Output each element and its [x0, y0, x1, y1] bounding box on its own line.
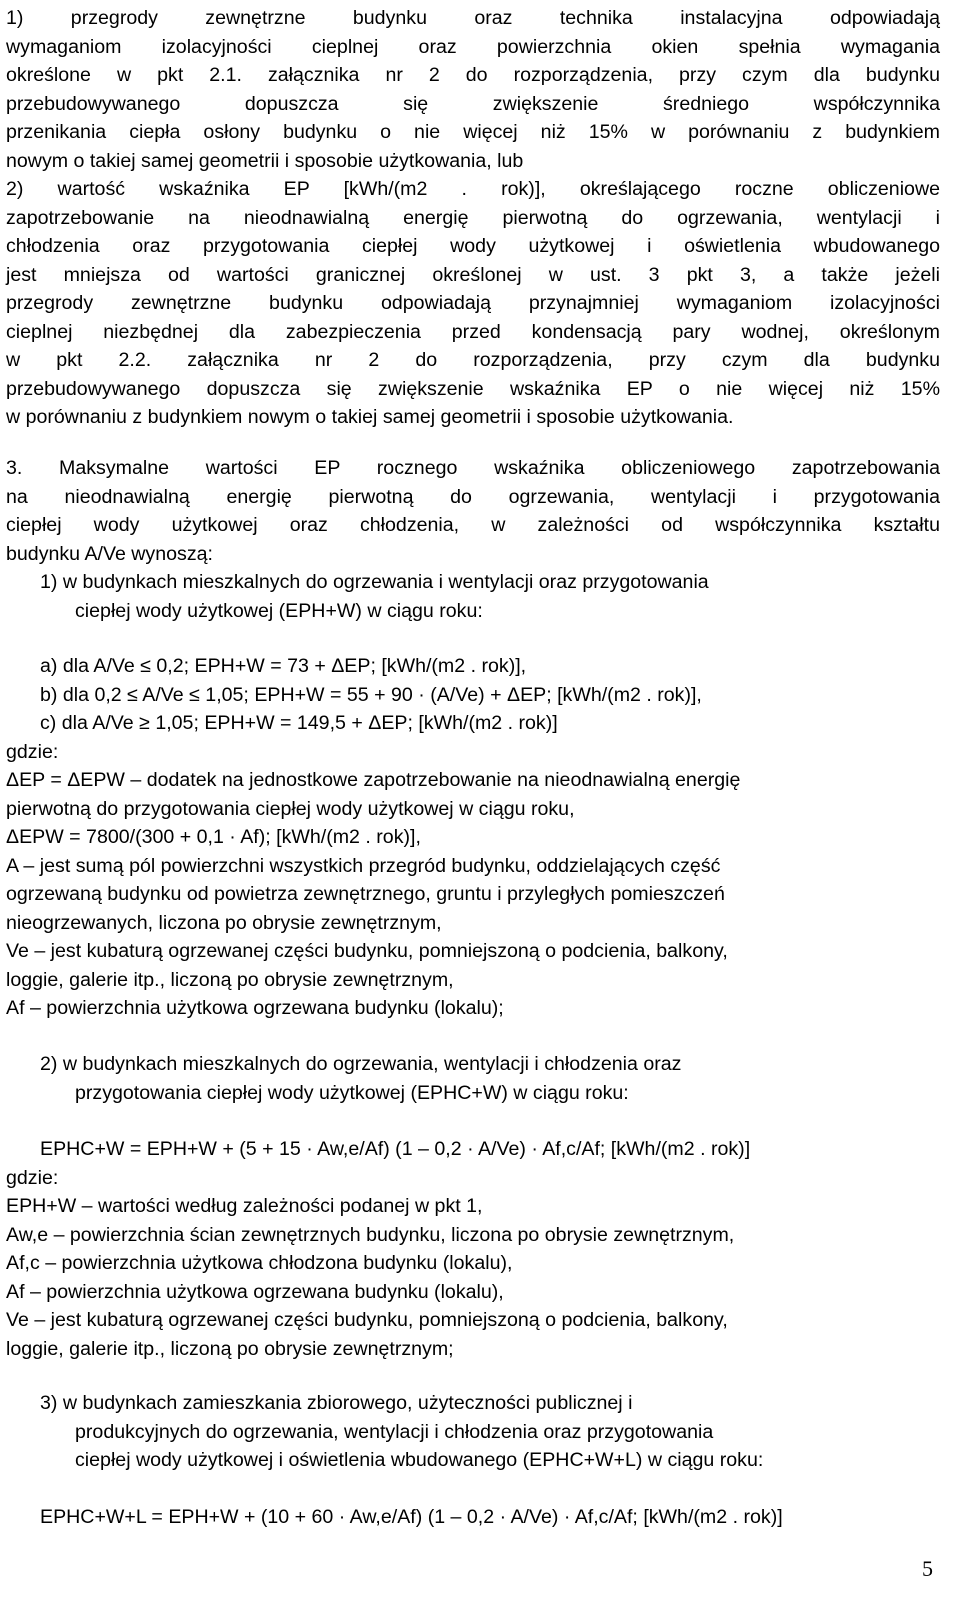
text-line: określone w pkt 2.1. załącznika nr 2 do rozporządzenia, przy czym dla budynku: [6, 64, 940, 86]
text-line: 1) przegrody zewnętrzne budynku oraz technika instalacyjna odpowiadają: [6, 7, 940, 29]
page-number: 5: [922, 1556, 933, 1581]
text-line: zapotrzebowanie na nieodnawialną energię pierwotną do ogrzewania, wentylacji i: [6, 207, 940, 229]
text-line: przenikania ciepła osłony budynku o nie więcej niż 15% w porównaniu z budynkiem: [6, 121, 940, 143]
text-line: produkcyjnych do ogrzewania, wentylacji i chłodzenia oraz przygotowania: [75, 1421, 714, 1443]
text-line: ciepłej wody użytkowej oraz chłodzenia, w zależności od współczynnika kształtu: [6, 514, 940, 536]
text-line: Af – powierzchnia użytkowa ogrzewana budynku (lokalu);: [6, 997, 504, 1019]
text-line: ΔEP = ΔEPW – dodatek na jednostkowe zapotrzebowanie na nieodnawialną energię: [6, 769, 741, 791]
text-line: jest mniejsza od wartości granicznej określonej w ust. 3 pkt 3, a także jeżeli: [6, 264, 940, 286]
text-line: ciepłej wody użytkowej (EPH+W) w ciągu roku:: [75, 600, 483, 622]
text-line: loggie, galerie itp., liczoną po obrysie zewnętrznym;: [6, 1338, 454, 1360]
text-line: 3. Maksymalne wartości EP rocznego wskaźnika obliczeniowego zapotrzebowania: [6, 457, 940, 479]
text-line: przygotowania ciepłej wody użytkowej (EPHC+W) w ciągu roku:: [75, 1082, 629, 1104]
text-line: ogrzewaną budynku od powietrza zewnętrznego, gruntu i przyległych pomieszczeń: [6, 883, 725, 905]
text-line: A – jest sumą pól powierzchni wszystkich przegród budynku, oddzielających część: [6, 855, 721, 877]
text-line: gdzie:: [6, 1167, 59, 1189]
list-item-heading: 2) w budynkach mieszkalnych do ogrzewania, wentylacji i chłodzenia oraz: [40, 1053, 682, 1075]
text-line: gdzie:: [6, 741, 59, 763]
text-line: nieogrzewanych, liczona po obrysie zewnętrznym,: [6, 912, 442, 934]
text-line: ΔEPW = 7800/(300 + 0,1 · Af); [kWh/(m2 . rok)],: [6, 826, 421, 848]
text-line: w porównaniu z budynkiem nowym o takiej samej geometrii i sposobie użytkowania.: [6, 406, 734, 428]
text-line: wymaganiom izolacyjności cieplnej oraz powierzchnia okien spełnia wymagania: [6, 36, 940, 58]
text-line: budynku A/Ve wynoszą:: [6, 543, 213, 565]
text-line: ciepłej wody użytkowej i oświetlenia wbudowanego (EPHC+W+L) w ciągu roku:: [75, 1449, 764, 1471]
formula-line: EPHC+W+L = EPH+W + (10 + 60 · Aw,e/Af) (1 – 0,2 · A/Ve) · Af,c/Af; [kWh/(m2 . rok)]: [40, 1506, 783, 1528]
text-line: Af – powierzchnia użytkowa ogrzewana budynku (lokalu),: [6, 1281, 504, 1303]
text-line: Ve – jest kubaturą ogrzewanej części budynku, pomniejszoną o podcienia, balkony,: [6, 940, 728, 962]
text-line: EPH+W – wartości według zależności podanej w pkt 1,: [6, 1195, 483, 1217]
list-item-heading: 3) w budynkach zamieszkania zbiorowego, użyteczności publicznej i: [40, 1392, 633, 1414]
text-line: przegrody zewnętrzne budynku odpowiadają przynajmniej wymaganiom izolacyjności: [6, 292, 940, 314]
list-item-heading: 1) w budynkach mieszkalnych do ogrzewania i wentylacji oraz przygotowania: [40, 571, 709, 593]
text-line: Af,c – powierzchnia użytkowa chłodzona budynku (lokalu),: [6, 1252, 513, 1274]
text-line: Ve – jest kubaturą ogrzewanej części budynku, pomniejszoną o podcienia, balkony,: [6, 1309, 728, 1331]
formula-line: EPHC+W = EPH+W + (5 + 15 · Aw,e/Af) (1 – 0,2 · A/Ve) · Af,c/Af; [kWh/(m2 . rok)]: [40, 1138, 751, 1160]
text-line: Aw,e – powierzchnia ścian zewnętrznych budynku, liczona po obrysie zewnętrznym,: [6, 1224, 735, 1246]
formula-line: b) dla 0,2 ≤ A/Ve ≤ 1,05; EPH+W = 55 + 90 · (A/Ve) + ΔEP; [kWh/(m2 . rok)],: [40, 684, 702, 706]
formula-line: c) dla A/Ve ≥ 1,05; EPH+W = 149,5 + ΔEP; [kWh/(m2 . rok)]: [40, 712, 558, 734]
text-line: loggie, galerie itp., liczoną po obrysie zewnętrznym,: [6, 969, 454, 991]
text-line: na nieodnawialną energię pierwotną do ogrzewania, wentylacji i przygotowania: [6, 486, 940, 508]
text-line: przebudowywanego dopuszcza się zwiększenie średniego współczynnika: [6, 93, 940, 115]
text-line: przebudowywanego dopuszcza się zwiększenie wskaźnika EP o nie więcej niż 15%: [6, 378, 940, 400]
text-line: chłodzenia oraz przygotowania ciepłej wody użytkowej i oświetlenia wbudowanego: [6, 235, 940, 257]
text-line: cieplnej niezbędnej dla zabezpieczenia przed kondensacją pary wodnej, określonym: [6, 321, 940, 343]
text-line: nowym o takiej samej geometrii i sposobie użytkowania, lub: [6, 150, 524, 172]
text-line: w pkt 2.2. załącznika nr 2 do rozporządzenia, przy czym dla budynku: [6, 349, 940, 371]
text-line: 2) wartość wskaźnika EP [kWh/(m2 . rok)], określającego roczne obliczeniowe: [6, 178, 940, 200]
formula-line: a) dla A/Ve ≤ 0,2; EPH+W = 73 + ΔEP; [kWh/(m2 . rok)],: [40, 655, 527, 677]
text-line: pierwotną do przygotowania ciepłej wody użytkowej w ciągu roku,: [6, 798, 575, 820]
